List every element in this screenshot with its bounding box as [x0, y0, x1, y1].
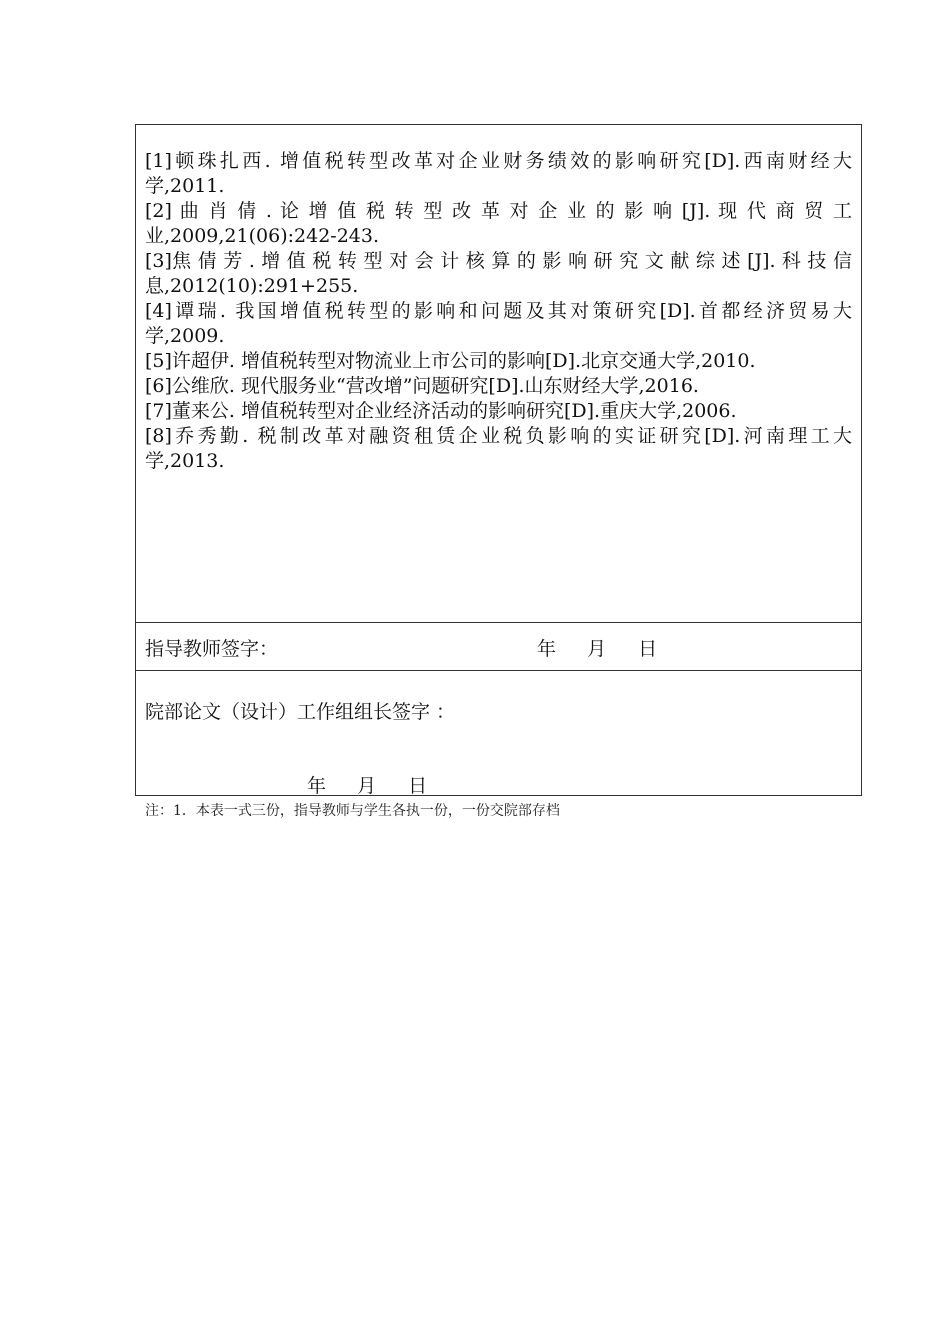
reference-4: [4]谭瑞. 我国增值税转型的影响和问题及其对策研究[D].首都经济贸易大 — [145, 300, 852, 322]
dept-signature-label: 院部论文（设计）工作组组长签字 ： — [145, 701, 456, 723]
reference-1-cont: 学,2011. — [145, 175, 225, 197]
reference-3: [3]焦 倩 芳 . 增 值 税 转 型 对 会 计 核 算 的 影 响 研 究 文 献 综 述 [J]. 科 技 信 — [145, 250, 852, 272]
advisor-date — [537, 634, 657, 661]
review-form-table — [135, 124, 862, 796]
footnote: 注：1．本表一式三份，指导教师与学生各执一份，一份交院部存档 — [145, 803, 560, 819]
advisor-signature-row — [136, 623, 861, 671]
reference-7: [7]董来公. 增值税转型对企业经济活动的影响研究[D].重庆大学,2006. — [145, 400, 737, 422]
advisor-signature-label: 指导教师签字： — [145, 638, 279, 660]
dept-signature-row — [136, 671, 861, 795]
reference-3-cont: 息,2012(10):291+255. — [145, 275, 359, 297]
reference-2-cont: 业,2009,21(06):242-243. — [145, 225, 380, 247]
dept-date-day: 日 — [408, 775, 428, 797]
reference-8: [8]乔秀勤. 税制改革对融资租赁企业税负影响的实证研究[D].河南理工大 — [145, 425, 852, 447]
reference-8-cont: 学,2013. — [145, 450, 225, 472]
reference-2: [2] 曲 肖 倩 . 论 增 值 税 转 型 改 革 对 企 业 的 影 响 [J]. 现 代 商 贸 工 — [145, 200, 852, 222]
references-cell — [136, 125, 861, 623]
reference-5: [5]许超伊. 增值税转型对物流业上市公司的影响[D].北京交通大学,2010. — [145, 350, 756, 372]
dept-date — [307, 771, 427, 798]
advisor-date-year: 年 — [537, 638, 557, 660]
reference-1: [1]顿珠扎西. 增值税转型改革对企业财务绩效的影响研究[D].西南财经大 — [145, 150, 852, 172]
dept-date-year: 年 — [307, 775, 327, 797]
advisor-date-month: 月 — [587, 638, 607, 660]
dept-date-month: 月 — [357, 775, 377, 797]
reference-6: [6]公维欣. 现代服务业“营改增”问题研究[D].山东财经大学,2016. — [145, 375, 699, 397]
advisor-date-day: 日 — [638, 638, 658, 660]
reference-4-cont: 学,2009. — [145, 325, 225, 347]
